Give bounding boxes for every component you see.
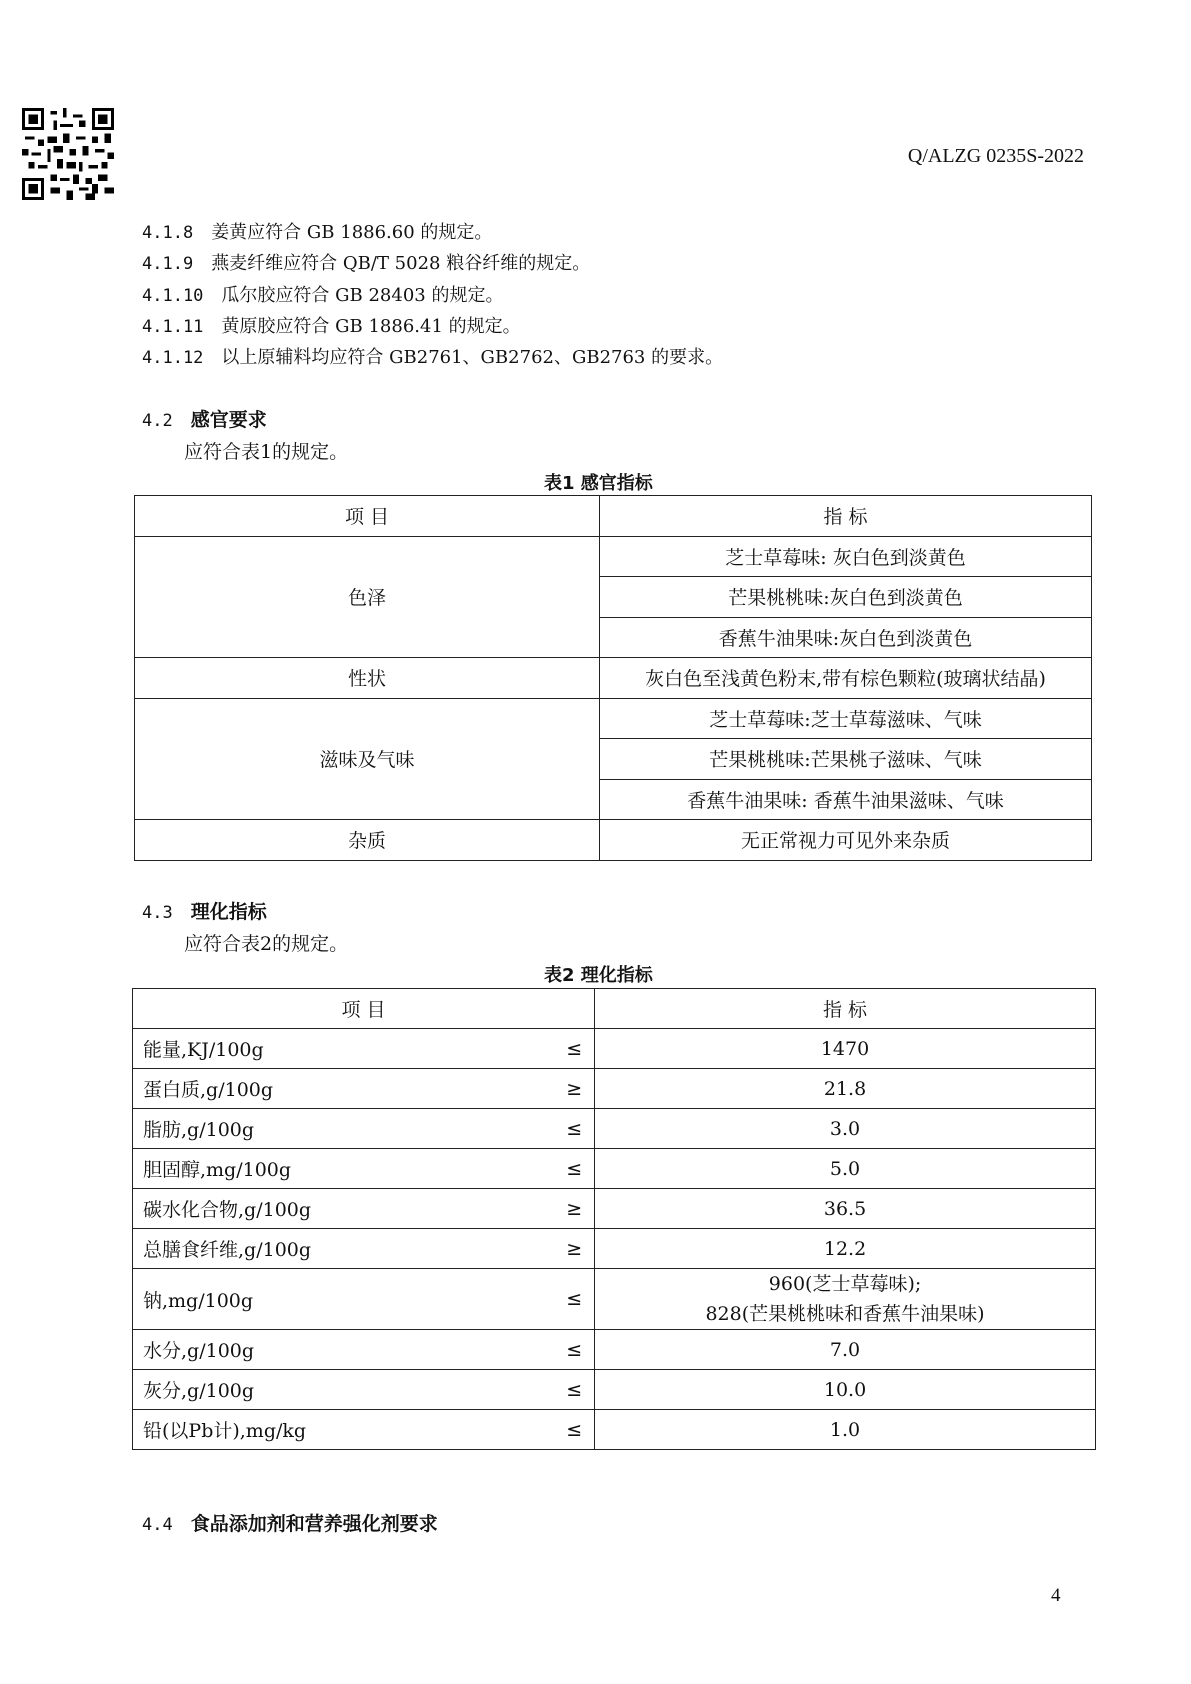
table-header-row [133, 989, 1096, 1029]
table-header-row [135, 496, 1092, 537]
clause-4-1-9 [142, 249, 590, 275]
table-row [133, 1269, 1096, 1330]
cell-value: 芝士草莓味:芝士草莓滋味、气味 [600, 698, 1092, 739]
section-number: 4.3 [142, 903, 173, 923]
row-label: 碳水化合物,g/100g [133, 1189, 555, 1229]
comparison-operator: ≤ [555, 1370, 595, 1410]
table-row [133, 1229, 1096, 1269]
cell-value: 10.0 [595, 1370, 1096, 1410]
section-title: 食品添加剂和营养强化剂要求 [190, 1513, 438, 1535]
page-number: 4 [1051, 1585, 1061, 1606]
clause-text: 以上原辅料均应符合 GB2761、GB2762、GB2763 的要求。 [221, 347, 724, 368]
cell-value: 1.0 [595, 1410, 1096, 1450]
table-row [133, 1029, 1096, 1069]
section-4-3-heading [142, 897, 267, 924]
comparison-operator: ≥ [555, 1229, 595, 1269]
row-label-color: 色泽 [135, 536, 600, 658]
column-header-item: 项 目 [133, 989, 595, 1029]
clause-number: 4.1.8 [142, 223, 194, 243]
column-header-index: 指 标 [600, 496, 1092, 537]
table2-caption: 表2 理化指标 [544, 965, 653, 986]
comparison-operator: ≤ [555, 1269, 595, 1330]
cell-value: 7.0 [595, 1330, 1096, 1370]
row-label: 铅(以Pb计),mg/kg [133, 1410, 555, 1450]
qr-code-icon [22, 108, 114, 200]
table-row [133, 1149, 1096, 1189]
clause-text: 黄原胶应符合 GB 1886.41 的规定。 [221, 316, 521, 337]
physicochemical-table [132, 988, 1096, 1450]
cell-value: 芒果桃桃味:灰白色到淡黄色 [600, 577, 1092, 618]
cell-value: 36.5 [595, 1189, 1096, 1229]
clause-number: 4.1.12 [142, 348, 204, 368]
sensory-table [134, 495, 1092, 861]
column-header-index: 指 标 [595, 989, 1096, 1029]
table-row [133, 1370, 1096, 1410]
row-label: 能量,KJ/100g [133, 1029, 555, 1069]
cell-value [595, 1269, 1096, 1330]
row-label: 总膳食纤维,g/100g [133, 1229, 555, 1269]
row-label: 钠,mg/100g [133, 1269, 555, 1330]
section-number: 4.2 [142, 411, 173, 431]
section-4-2-intro: 应符合表1的规定。 [184, 441, 349, 463]
table1-caption: 表1 感官指标 [544, 473, 653, 494]
section-4-2-heading [142, 405, 267, 432]
row-label-state: 性状 [135, 658, 600, 699]
cell-value: 3.0 [595, 1109, 1096, 1149]
cell-value: 香蕉牛油果味:灰白色到淡黄色 [600, 617, 1092, 658]
cell-value: 香蕉牛油果味: 香蕉牛油果滋味、气味 [600, 779, 1092, 820]
clause-4-1-11 [142, 312, 521, 338]
table-row [133, 1189, 1096, 1229]
table-row [133, 1410, 1096, 1450]
clause-4-1-10 [142, 281, 503, 307]
table-row [133, 1109, 1096, 1149]
clause-number: 4.1.11 [142, 317, 204, 337]
table-row [133, 1069, 1096, 1109]
comparison-operator: ≤ [555, 1149, 595, 1189]
cell-value-line: 960(芝士草莓味); [768, 1273, 922, 1295]
document-code: Q/ALZG 0235S-2022 [907, 145, 1084, 167]
cell-value: 12.2 [595, 1229, 1096, 1269]
table-row [135, 820, 1092, 861]
clause-text: 姜黄应符合 GB 1886.60 的规定。 [211, 222, 493, 243]
table-row [135, 698, 1092, 739]
cell-value: 芒果桃桃味:芒果桃子滋味、气味 [600, 739, 1092, 780]
cell-value: 1470 [595, 1029, 1096, 1069]
section-4-4-heading [142, 1509, 438, 1536]
cell-value: 5.0 [595, 1149, 1096, 1189]
row-label-impurity: 杂质 [135, 820, 600, 861]
section-number: 4.4 [142, 1515, 173, 1535]
cell-value: 芝士草莓味: 灰白色到淡黄色 [600, 536, 1092, 577]
row-label: 水分,g/100g [133, 1330, 555, 1370]
table-row [135, 658, 1092, 699]
comparison-operator: ≤ [555, 1410, 595, 1450]
clause-4-1-12 [142, 343, 723, 369]
clause-4-1-8 [142, 218, 492, 244]
comparison-operator: ≥ [555, 1189, 595, 1229]
cell-value: 无正常视力可见外来杂质 [600, 820, 1092, 861]
comparison-operator: ≤ [555, 1330, 595, 1370]
comparison-operator: ≤ [555, 1029, 595, 1069]
clause-number: 4.1.10 [142, 286, 204, 306]
cell-value: 21.8 [595, 1069, 1096, 1109]
clause-text: 燕麦纤维应符合 QB/T 5028 粮谷纤维的规定。 [211, 253, 591, 274]
table-row [133, 1330, 1096, 1370]
section-4-3-intro: 应符合表2的规定。 [184, 933, 349, 955]
cell-value-line: 828(芒果桃桃味和香蕉牛油果味) [705, 1303, 985, 1325]
section-title: 感官要求 [190, 409, 267, 431]
clause-text: 瓜尔胶应符合 GB 28403 的规定。 [221, 285, 504, 306]
column-header-item: 项 目 [135, 496, 600, 537]
table-row [135, 536, 1092, 577]
section-title: 理化指标 [190, 901, 267, 923]
row-label: 灰分,g/100g [133, 1370, 555, 1410]
comparison-operator: ≤ [555, 1109, 595, 1149]
row-label: 蛋白质,g/100g [133, 1069, 555, 1109]
row-label: 脂肪,g/100g [133, 1109, 555, 1149]
row-label-taste: 滋味及气味 [135, 698, 600, 820]
cell-value: 灰白色至浅黄色粉末,带有棕色颗粒(玻璃状结晶) [600, 658, 1092, 699]
row-label: 胆固醇,mg/100g [133, 1149, 555, 1189]
comparison-operator: ≥ [555, 1069, 595, 1109]
clause-number: 4.1.9 [142, 254, 194, 274]
